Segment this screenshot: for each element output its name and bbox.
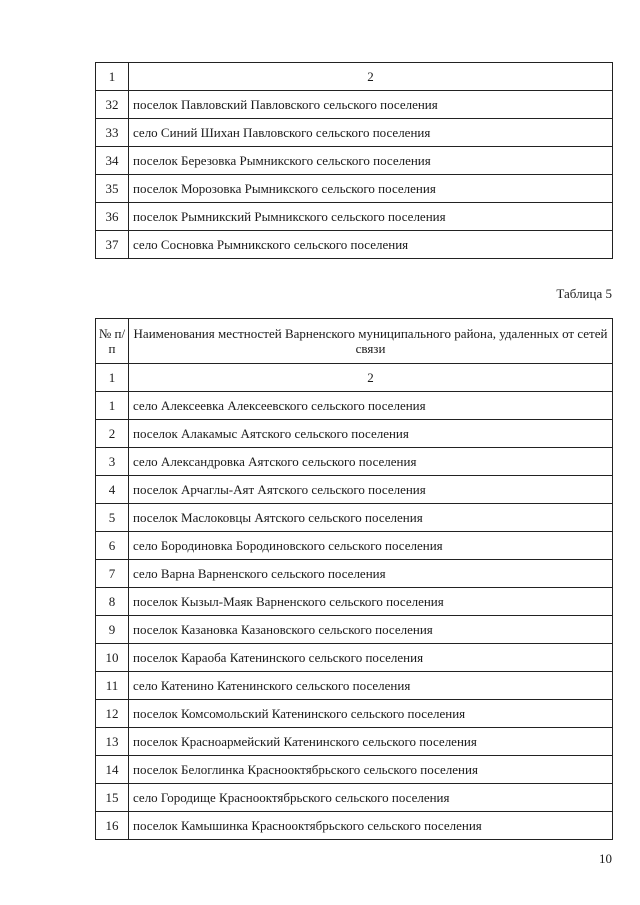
row-number: 12	[96, 700, 129, 728]
table-row	[96, 756, 613, 784]
table-row	[96, 175, 613, 203]
row-number: 15	[96, 784, 129, 812]
table-row	[96, 476, 613, 504]
row-number: 6	[96, 532, 129, 560]
row-number: 14	[96, 756, 129, 784]
table-row	[96, 392, 613, 420]
table-row	[96, 728, 613, 756]
table-row	[96, 644, 613, 672]
row-locality-name: поселок Комсомольский Катенинского сельского поселения	[129, 700, 613, 728]
table-header-row	[96, 63, 613, 91]
continuation-table	[95, 62, 613, 259]
row-locality-name: поселок Белоглинка Краснооктябрьского сельского поселения	[129, 756, 613, 784]
index-cell-name: 2	[129, 364, 613, 392]
row-locality-name: село Варна Варненского сельского поселения	[129, 560, 613, 588]
table-row	[96, 784, 613, 812]
row-number: 2	[96, 420, 129, 448]
header-cell-name: Наименования местностей Варненского муниципального района, удаленных от сетей связи	[129, 319, 613, 364]
row-number: 11	[96, 672, 129, 700]
table-row	[96, 672, 613, 700]
row-number: 33	[96, 119, 129, 147]
row-locality-name: поселок Красноармейский Катенинского сельского поселения	[129, 728, 613, 756]
row-number: 37	[96, 231, 129, 259]
row-locality-name: село Городище Краснооктябрьского сельского поселения	[129, 784, 613, 812]
table-5	[95, 318, 613, 840]
row-locality-name: село Александровка Аятского сельского поселения	[129, 448, 613, 476]
table-row	[96, 147, 613, 175]
row-number: 1	[96, 392, 129, 420]
row-locality-name: поселок Морозовка Рымникского сельского поселения	[129, 175, 613, 203]
row-locality-name: село Катенино Катенинского сельского поселения	[129, 672, 613, 700]
header-cell-number: 1	[96, 63, 129, 91]
row-number: 7	[96, 560, 129, 588]
index-cell-number: 1	[96, 364, 129, 392]
row-locality-name: поселок Рымникский Рымникского сельского поселения	[129, 203, 613, 231]
row-number: 9	[96, 616, 129, 644]
table-row	[96, 203, 613, 231]
table-row	[96, 588, 613, 616]
row-number: 5	[96, 504, 129, 532]
row-number: 32	[96, 91, 129, 119]
row-locality-name: поселок Караоба Катенинского сельского поселения	[129, 644, 613, 672]
row-locality-name: село Бородиновка Бородиновского сельского поселения	[129, 532, 613, 560]
table-caption: Таблица 5	[556, 286, 612, 301]
table-row	[96, 700, 613, 728]
table-row	[96, 560, 613, 588]
row-locality-name: поселок Павловский Павловского сельского поселения	[129, 91, 613, 119]
row-number: 10	[96, 644, 129, 672]
row-locality-name: село Алексеевка Алексеевского сельского поселения	[129, 392, 613, 420]
table-row	[96, 420, 613, 448]
row-number: 13	[96, 728, 129, 756]
row-locality-name: поселок Березовка Рымникского сельского поселения	[129, 147, 613, 175]
table-row	[96, 91, 613, 119]
row-number: 4	[96, 476, 129, 504]
page-number: 10	[599, 851, 612, 866]
row-locality-name: село Сосновка Рымникского сельского поселения	[129, 231, 613, 259]
row-locality-name: поселок Арчаглы-Аят Аятского сельского поселения	[129, 476, 613, 504]
header-cell-number: № п/п	[96, 319, 129, 364]
row-locality-name: поселок Алакамыс Аятского сельского поселения	[129, 420, 613, 448]
table-row	[96, 448, 613, 476]
row-number: 36	[96, 203, 129, 231]
row-locality-name: поселок Казановка Казановского сельского поселения	[129, 616, 613, 644]
table-row	[96, 231, 613, 259]
table-header-row	[96, 319, 613, 364]
table-row	[96, 532, 613, 560]
table-row	[96, 616, 613, 644]
row-number: 35	[96, 175, 129, 203]
table-row	[96, 812, 613, 840]
row-number: 3	[96, 448, 129, 476]
row-number: 8	[96, 588, 129, 616]
table-row	[96, 119, 613, 147]
row-locality-name: поселок Камышинка Краснооктябрьского сельского поселения	[129, 812, 613, 840]
row-locality-name: село Синий Шихан Павловского сельского поселения	[129, 119, 613, 147]
row-locality-name: поселок Кызыл-Маяк Варненского сельского поселения	[129, 588, 613, 616]
table-row	[96, 504, 613, 532]
table-index-row	[96, 364, 613, 392]
row-locality-name: поселок Маслоковцы Аятского сельского поселения	[129, 504, 613, 532]
row-number: 16	[96, 812, 129, 840]
header-cell-name: 2	[129, 63, 613, 91]
row-number: 34	[96, 147, 129, 175]
